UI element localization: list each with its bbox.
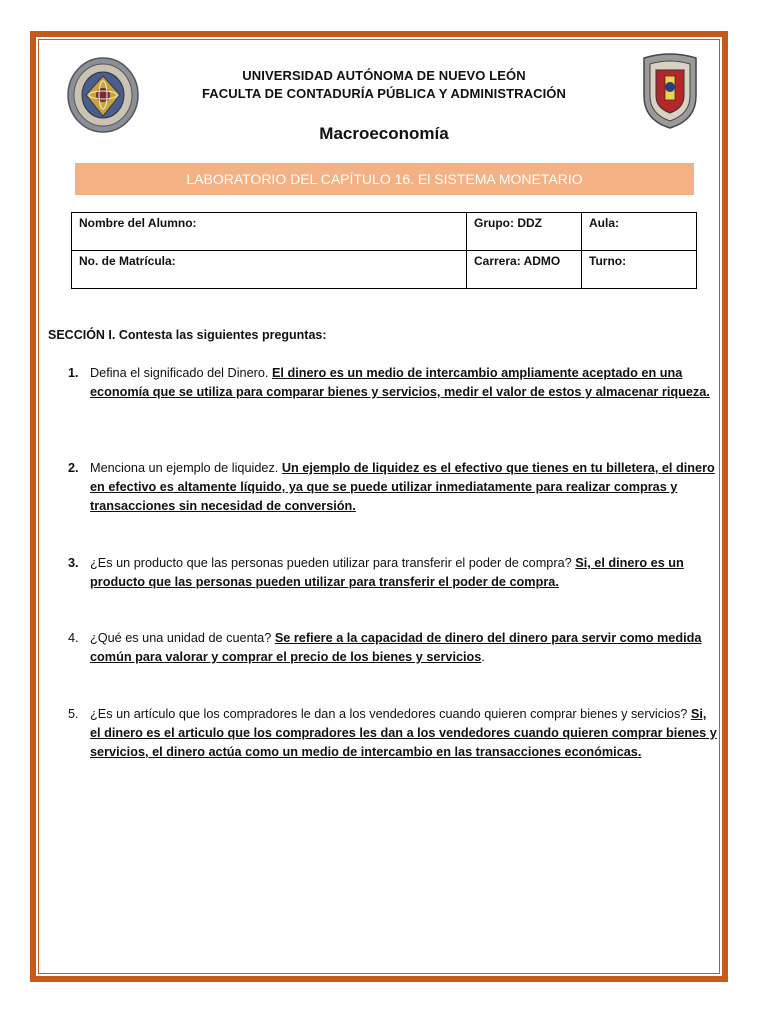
answer-text: Si, el dinero es un producto que las personas pueden utilizar para transferir el poder de compra. <box>90 556 684 589</box>
question-item <box>68 629 718 667</box>
question-item <box>68 364 718 402</box>
question-number: 5. <box>68 707 79 721</box>
career-cell: Carrera: ADMO <box>467 251 582 289</box>
answer-text: Se refiere a la capacidad de dinero del dinero para servir como medida común para valorar y comprar el precio de los bienes y servicios <box>90 631 702 664</box>
question-item <box>68 459 718 516</box>
answer-text: Un ejemplo de liquidez es el efectivo que tienes en tu billetera, el dinero en efectivo es altamente líquido, ya que se puede utilizar inmediatamente para realizar compras y transacciones sin necesidad de conversión. <box>90 461 715 513</box>
enrollment-number-cell: No. de Matrícula: <box>72 251 467 289</box>
course-title: Macroeconomía <box>319 124 449 143</box>
table-row <box>72 213 697 251</box>
table-row <box>72 251 697 289</box>
shift-cell: Turno: <box>582 251 697 289</box>
question-number: 2. <box>68 461 79 475</box>
classroom-cell: Aula: <box>582 213 697 251</box>
answer-tail: . <box>481 650 485 664</box>
faculty-name: FACULTA DE CONTADURÍA PÚBLICA Y ADMINISTRACIÓN <box>201 86 567 101</box>
question-number: 3. <box>68 556 79 570</box>
question-text: Menciona un ejemplo de liquidez. <box>90 461 279 475</box>
student-info-table <box>71 212 697 289</box>
question-text: ¿Qué es una unidad de cuenta? <box>90 631 272 645</box>
group-cell: Grupo: DDZ <box>467 213 582 251</box>
question-text: Defina el significado del Dinero. <box>90 366 269 380</box>
answer-text: Si, el dinero es el articulo que los compradores les dan a los vendedores cuando quieren comprar bienes y servicios, el dinero actúa como un medio de intercambio en las transacciones económicas. <box>90 707 717 759</box>
answer-text: El dinero es un medio de intercambio ampliamente aceptado en una economía que se utiliza para comparar bienes y servicios, medir el valor de estos y almacenar riqueza. <box>90 366 710 399</box>
lab-banner: LABORATORIO DEL CAPÍTULO 16. El SISTEMA MONETARIO <box>75 163 694 195</box>
question-number: 4. <box>68 631 79 645</box>
student-name-cell: Nombre del Alumno: <box>72 213 467 251</box>
question-text: ¿Es un producto que las personas pueden utilizar para transferir el poder de compra? <box>90 556 572 570</box>
section-title: SECCIÓN I. Contesta las siguientes preguntas: <box>48 328 327 342</box>
question-item <box>68 705 718 762</box>
university-name: UNIVERSIDAD AUTÓNOMA DE NUEVO LEÓN <box>242 68 526 83</box>
question-item <box>68 554 718 592</box>
question-number: 1. <box>68 366 79 380</box>
question-text: ¿Es un artículo que los compradores le dan a los vendedores cuando quieren comprar bienes y servicios? <box>90 707 688 721</box>
